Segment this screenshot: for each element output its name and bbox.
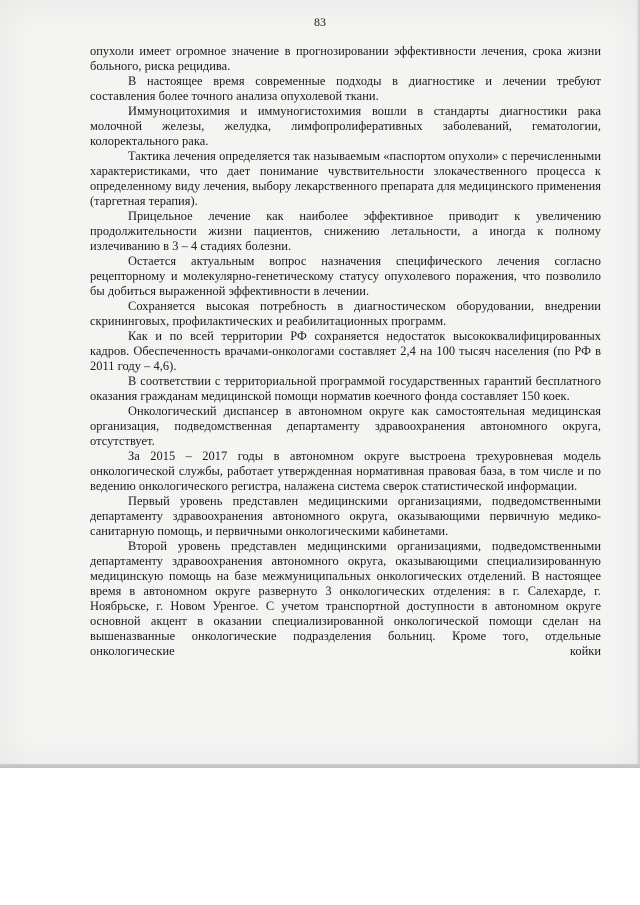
paragraph-10: Онкологический диспансер в автономном округе как самостоятельная медицинская организация, подведомственная департаменту здравоохранения автономного округа, отсутствует. [90,404,601,448]
paragraph-2: В настоящее время современные подходы в диагностике и лечении требуют составления более точного анализа опухолевой ткани. [90,74,601,103]
page-edge-bottom [0,764,640,768]
paragraph-4: Тактика лечения определяется так называемым «паспортом опухоли» с перечисленными характеристиками, что дает понимание чувствительности злокачественного процесса к определенному виду лечения, выбору лекарственного препарата для медицинского применения (таргетная терапия). [90,149,601,208]
paragraph-11: За 2015 – 2017 годы в автономном округе выстроена трехуровневая модель онкологической службы, работает утвержденная нормативная правовая база, в том числе и по ведению онкологического регистра, налажена система сверок статистической информации. [90,449,601,493]
paragraph-3: Иммуноцитохимия и иммуногистохимия вошли в стандарты диагностики рака молочной железы, желудка, лимфопролиферативных заболеваний, гематологии, колоректального рака. [90,104,601,148]
page-number: 83 [314,15,326,29]
paragraph-12: Первый уровень представлен медицинскими организациями, подведомственными департаменту здравоохранения автономного округа, оказывающими первичную медико-санитарную помощь, и первичными онкологическими кабинетами. [90,494,601,538]
paragraph-1: опухоли имеет огромное значение в прогнозировании эффективности лечения, срока жизни больного, риска рецидива. [90,44,601,73]
paragraph-9: В соответствии с территориальной программой государственных гарантий бесплатного оказания гражданам медицинской помощи норматив коечного фонда составляет 150 коек. [90,374,601,403]
paragraph-7: Сохраняется высокая потребность в диагностическом оборудовании, внедрении скрининговых, профилактических и реабилитационных программ. [90,299,601,328]
paragraph-8: Как и по всей территории РФ сохраняется недостаток высококвалифицированных кадров. Обеспеченность врачами-онкологами составляет 2,4 на 100 тысяч населения (по РФ в 2011 году – 4,6). [90,329,601,373]
paragraph-5: Прицельное лечение как наиболее эффективное приводит к увеличению продолжительности жизни пациентов, снижению летальности, а иногда к полному излечиванию в 3 – 4 стадиях болезни. [90,209,601,253]
paragraph-13: Второй уровень представлен медицинскими организациями, подведомственными департаменту здравоохранения автономного округа, оказывающими специализированную медицинскую помощь на базе межмуниципальных онкологических отделений. В настоящее время в автономном округе развернуто 3 онкологических отделения: в г. Салехарде, г. Ноябрьске, г. Новом Уренгое. С учетом транспортной доступности в автономном округе основной акцент в оказании специализированной онкологической помощи сделан на вышеназванные онкологические подразделения больниц. Кроме того, отдельные онкологические койки [90,539,601,658]
document-body [90,44,601,659]
paragraph-6: Остается актуальным вопрос назначения специфического лечения согласно рецепторному и молекулярно-генетическому статусу опухолевого поражения, что позволило бы добиться выраженной эффективности в лечении. [90,254,601,298]
